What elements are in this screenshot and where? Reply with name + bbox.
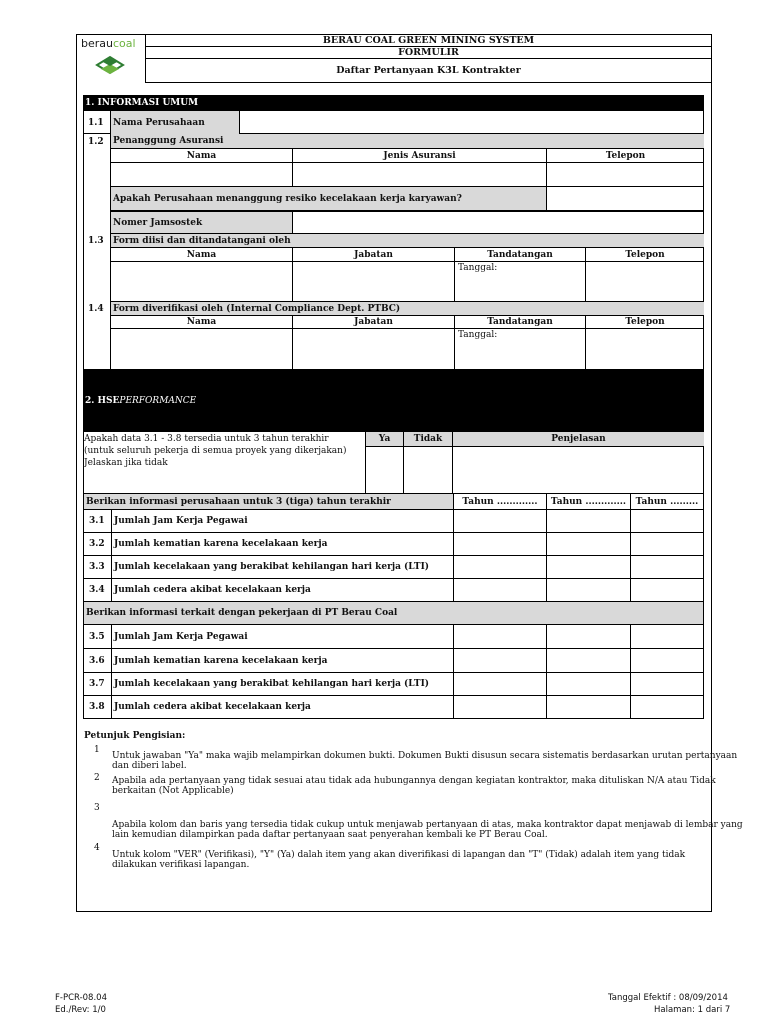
insurer-name-field[interactable]	[111, 163, 293, 187]
row-label: Jumlah kecelakaan yang berakibat kehilangan hari kerja (LTI)	[112, 556, 454, 578]
row-label: Jumlah cedera akibat kecelakaan kerja	[112, 696, 454, 718]
instruction-number: 4	[94, 843, 100, 853]
instruction-line: Apabila ada pertanyaan yang tidak sesuai atau tidak ada hubungannya dengan kegiatan kontraktor, maka dituliskan N/A atau Tidak	[112, 776, 716, 786]
row-label: Jumlah kematian karena kecelakaan kerja	[112, 649, 454, 672]
tidak-field[interactable]	[404, 447, 453, 494]
col-jabatan: Jabatan	[293, 316, 455, 329]
row-num: 3.2	[87, 533, 112, 555]
year-2-field[interactable]	[547, 533, 631, 555]
instruction-text	[112, 820, 743, 840]
row-label: Jumlah cedera akibat kecelakaan kerja	[112, 579, 454, 601]
group1-label: Berikan informasi perusahaan untuk 3 (tiga) tahun terakhir	[83, 494, 454, 510]
year-2-field[interactable]	[547, 556, 631, 578]
year-3-field[interactable]	[631, 533, 704, 555]
page-number: Halaman: 1 dari 7	[654, 1005, 731, 1015]
year-2-field[interactable]	[547, 673, 631, 695]
jamsostek-label: Nomer Jamsostek	[111, 212, 293, 234]
logo-mark-icon	[95, 53, 125, 79]
row-num: 3.8	[87, 696, 112, 718]
row-label: Jumlah Jam Kerja Pegawai	[112, 625, 454, 648]
date-label: Tanggal:	[458, 263, 498, 273]
filled-by-label: Form diisi dan ditandatangani oleh	[111, 234, 704, 248]
insurance-question: Apakah Perusahaan menanggung resiko kecelakaan kerja karyawan?	[111, 187, 547, 211]
table-row	[83, 625, 704, 649]
col-tandatangan: Tandatangan	[455, 248, 586, 262]
col-tidak: Tidak	[404, 432, 453, 447]
year-3-field[interactable]	[631, 649, 704, 672]
availability-question	[84, 433, 364, 469]
verifier-phone-field[interactable]	[586, 329, 704, 369]
year-3-field[interactable]	[631, 579, 704, 601]
year-2-field[interactable]	[547, 510, 631, 532]
row-num: 1.4	[88, 304, 104, 314]
verifier-name-field[interactable]	[111, 329, 293, 369]
col-nama: Nama	[111, 316, 293, 329]
row-num: 1.1	[86, 111, 111, 134]
year-3-field[interactable]	[631, 696, 704, 718]
logo	[77, 35, 144, 82]
col-telepon: Telepon	[586, 316, 704, 329]
col-telepon: Telepon	[547, 149, 704, 163]
instruction-line: dan diberi label.	[112, 761, 187, 771]
section2-title-em: PERFORMANCE	[119, 395, 197, 406]
table-row	[83, 510, 704, 533]
section2-title-num: 2. HSE	[85, 395, 120, 406]
insurer-phone-field[interactable]	[547, 163, 704, 187]
filler-name-field[interactable]	[111, 262, 293, 302]
row-num: 3.1	[87, 510, 112, 532]
year-3-field[interactable]	[631, 556, 704, 578]
filler-position-field[interactable]	[293, 262, 455, 302]
year-3-field[interactable]	[631, 625, 704, 648]
year-1-field[interactable]	[454, 510, 547, 532]
col-nama: Nama	[111, 248, 293, 262]
section1-title: 1. INFORMASI UMUM	[83, 95, 704, 111]
year-1-field[interactable]	[454, 625, 547, 648]
document-title: Daftar Pertanyaan K3L Kontrakter	[145, 59, 712, 83]
col-tandatangan: Tandatangan	[455, 316, 586, 329]
year-1-field[interactable]	[454, 579, 547, 601]
row-num: 3.3	[87, 556, 112, 578]
ya-field[interactable]	[365, 447, 404, 494]
company-name-label: Nama Perusahaan	[111, 111, 240, 134]
verifier-position-field[interactable]	[293, 329, 455, 369]
section2-title	[83, 369, 704, 432]
date-label: Tanggal:	[458, 330, 498, 340]
insurance-type-field[interactable]	[293, 163, 547, 187]
year-1-field[interactable]	[454, 673, 547, 695]
instruction-line: Untuk jawaban "Ya" maka wajib melampirkan dokumen bukti. Dokumen Bukti disusun secara sistematis berdasarkan urutan pertanyaan	[112, 751, 738, 761]
instructions-title: Petunjuk Pengisian:	[84, 731, 186, 741]
table-row	[83, 649, 704, 673]
instruction-number: 1	[94, 745, 100, 755]
table-row	[83, 696, 704, 719]
col-nama: Nama	[111, 149, 293, 163]
instruction-text	[112, 850, 708, 870]
year-1-field[interactable]	[454, 649, 547, 672]
instruction-line: Apabila kolom dan baris yang tersedia tidak cukup untuk menjawab pertanyaan di atas, maka kontraktor dapat menjawab di lembar yang	[112, 820, 743, 830]
form-label: FORMULIR	[145, 47, 712, 59]
row-num: 1.2	[88, 136, 104, 147]
insurance-answer-field[interactable]	[547, 187, 704, 211]
logo-wordmark: beraucoal	[81, 37, 136, 50]
num-col-divider	[86, 134, 111, 234]
system-title: BERAU COAL GREEN MINING SYSTEM	[145, 34, 712, 47]
table-row	[83, 556, 704, 579]
year-3-field[interactable]	[631, 510, 704, 532]
table-row	[83, 533, 704, 556]
col-telepon: Telepon	[586, 248, 704, 262]
verifier-signature-field[interactable]	[455, 329, 586, 369]
table-row	[83, 673, 704, 696]
question-line-3: Jelaskan jika tidak	[84, 458, 168, 468]
year-3-header: Tahun .........	[631, 494, 704, 510]
instruction-number: 3	[94, 803, 100, 813]
group2-label: Berikan informasi terkait dengan pekerjaan di PT Berau Coal	[83, 602, 704, 625]
col-penjelasan: Penjelasan	[453, 432, 704, 447]
insurer-label: Penanggung Asuransi	[111, 134, 704, 149]
year-2-header: Tahun .............	[547, 494, 631, 510]
row-num: 3.6	[87, 649, 112, 672]
col-jabatan: Jabatan	[293, 248, 455, 262]
col-ya: Ya	[365, 432, 404, 447]
instruction-text	[112, 776, 716, 796]
year-2-field[interactable]	[547, 696, 631, 718]
question-line-2: (untuk seluruh pekerja di semua proyek yang dikerjakan)	[84, 446, 347, 456]
year-1-field[interactable]	[454, 696, 547, 718]
company-name-field[interactable]	[240, 111, 704, 134]
instruction-line: dilakukan verifikasi lapangan.	[112, 860, 250, 870]
num-col-divider	[86, 234, 111, 302]
instruction-line: lain kemudian dilampirkan pada daftar pertanyaan saat penyerahan kembali ke PT Berau Coal.	[112, 830, 548, 840]
effective-date: Tanggal Efektif : 08/09/2014	[608, 993, 728, 1003]
filler-signature-field[interactable]	[455, 262, 586, 302]
instruction-text	[112, 751, 738, 771]
filler-phone-field[interactable]	[586, 262, 704, 302]
num-col-divider	[86, 302, 111, 369]
year-1-header: Tahun .............	[454, 494, 547, 510]
row-num: 3.5	[87, 625, 112, 648]
instruction-line: berkaitan (Not Applicable)	[112, 786, 234, 796]
col-jenis-asuransi: Jenis Asuransi	[293, 149, 547, 163]
instruction-line: Untuk kolom "VER" (Verifikasi), "Y" (Ya) dalah item yang akan diverifikasi di lapangan dan "T" (Tidak) adalah item yang tidak	[112, 850, 686, 860]
row-num: 3.7	[87, 673, 112, 695]
year-1-field[interactable]	[454, 533, 547, 555]
year-2-field[interactable]	[547, 625, 631, 648]
penjelasan-field[interactable]	[453, 447, 704, 494]
question-line-1: Apakah data 3.1 - 3.8 tersedia untuk 3 tahun terakhir	[84, 434, 329, 444]
form-code: F-PCR-08.04	[55, 993, 107, 1003]
table-row	[83, 579, 704, 602]
year-1-field[interactable]	[454, 556, 547, 578]
row-label: Jumlah Jam Kerja Pegawai	[112, 510, 454, 532]
row-num: 3.4	[87, 579, 112, 601]
year-3-field[interactable]	[631, 673, 704, 695]
row-num: 1.3	[88, 236, 104, 246]
year-2-field[interactable]	[547, 649, 631, 672]
row-label: Jumlah kematian karena kecelakaan kerja	[112, 533, 454, 555]
jamsostek-field[interactable]	[293, 212, 704, 234]
edition: Ed./Rev: 1/0	[55, 1005, 106, 1015]
year-2-field[interactable]	[547, 579, 631, 601]
verified-by-label: Form diverifikasi oleh (Internal Compliance Dept. PTBC)	[111, 302, 704, 316]
instruction-number: 2	[94, 773, 100, 783]
row-label: Jumlah kecelakaan yang berakibat kehilangan hari kerja (LTI)	[112, 673, 454, 695]
